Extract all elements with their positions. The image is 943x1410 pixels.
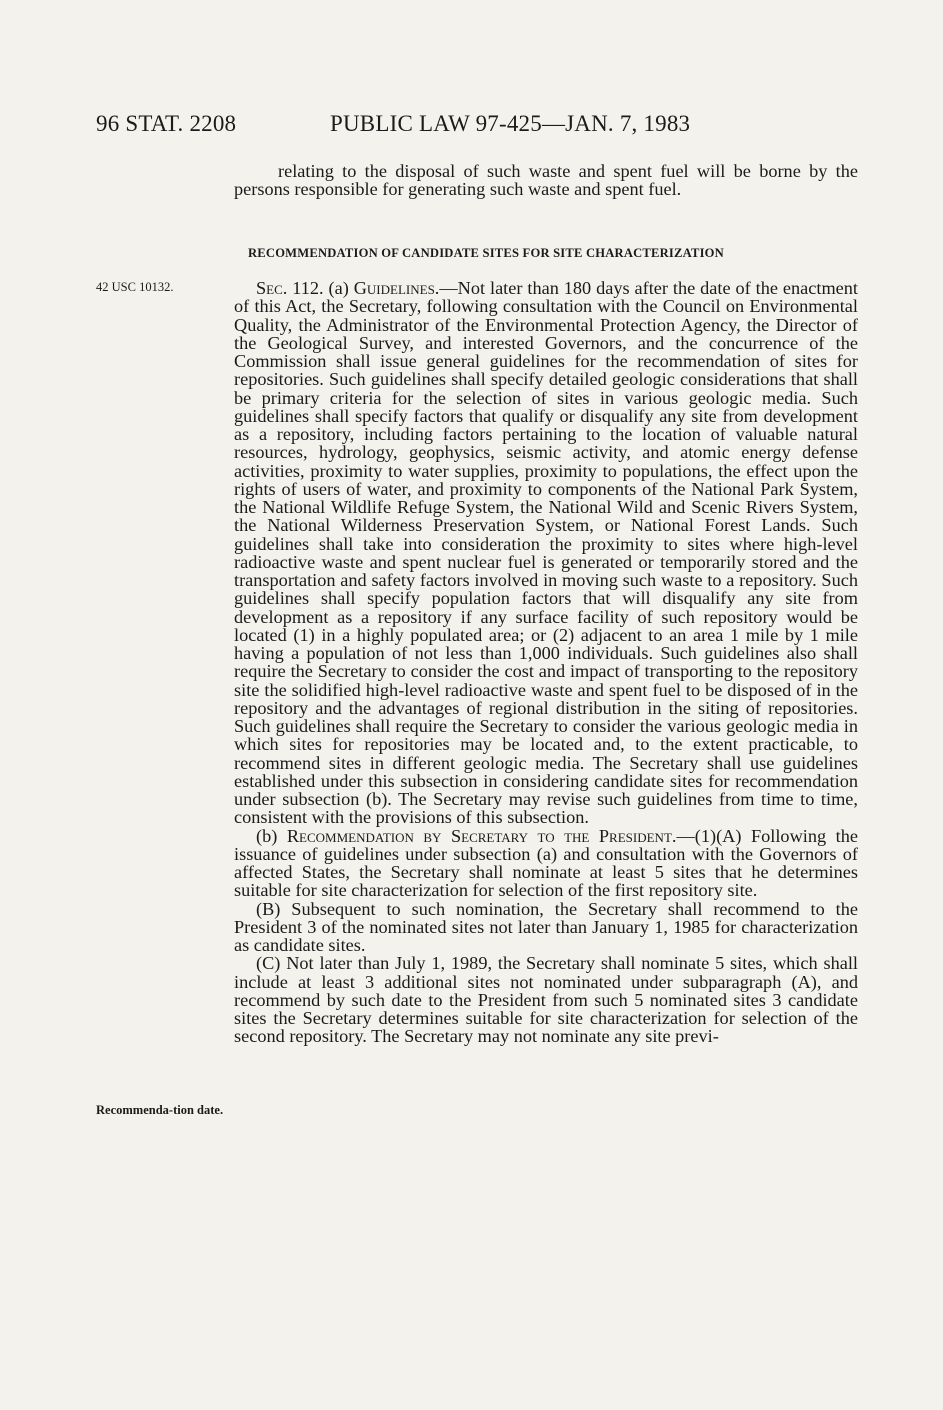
paragraph-b1a-text: Following the issuance of guidelines under subsection (a) and consultation with the Governors of affected States, the Secretary shall nominate at least 5 sites that he determines suitable for site characterization for selection of the first repository site. bbox=[234, 825, 858, 901]
section-body bbox=[234, 279, 858, 1046]
page-title: PUBLIC LAW 97-425—JAN. 7, 1983 bbox=[330, 111, 691, 136]
guidelines-caption: Guidelines. bbox=[353, 278, 440, 298]
section-number: 112. (a) bbox=[292, 278, 349, 298]
section-label: Sec. bbox=[256, 278, 288, 298]
subsection-b1a-label: —(1)(A) bbox=[676, 825, 742, 846]
paragraph-a-text: —Not later than 180 days after the date of the enactment of this Act, the Secretary, following consultation with the Council on Environmental Quality, the Administrator of the Environmental Protection Agency, the Director of the Geological Survey, and interested Governors, and the concurrence of the Commission shall issue general guidelines for the recommendation of sites for repositories. Such guidelines shall specify detailed geologic considerations that shall be primary criteria for the selection of sites in various geologic media. Such guidelines shall specify factors that qualify or disqualify any site from development as a repository, including factors pertaining to the location of valuable natural resources, hydrology, geophysics, seismic activity, and atomic energy defense activities, proximity to water supplies, proximity to populations, the effect upon the rights of users of water, and proximity to components of the National Park System, the National Wildlife Refuge System, the National Wild and Scenic Rivers System, the National Wilderness Preservation System, or National Forest Lands. Such guidelines shall take into consideration the proximity to sites where high-level radioactive waste and spent nuclear fuel is generated or temporarily stored and the transportation and safety factors involved in moving such waste to a repository. Such guidelines shall specify population factors that will disqualify any site from development as a repository if any surface facility of such repository would be located (1) in a highly populated area; or (2) adjacent to an area 1 mile by 1 mile having a population of not less than 1,000 individuals. Such guidelines also shall require the Secretary to consider the cost and impact of transporting to the repository site the solidified high-level radioactive waste and spent fuel to be disposed of in the repository and the advantages of regional distribution in the siting of repositories. Such guidelines shall require the Secretary to consider the various geologic media in which sites for repositories may be located and, to the extent practicable, to recommend sites in different geologic media. The Secretary shall use guidelines established under this subsection in considering candidate sites for recommendation under subsection (b). The Secretary may revise such guidelines from time to time, consistent with the provisions of this subsection. bbox=[234, 278, 858, 828]
continuation-paragraph: relating to the disposal of such waste and spent fuel will be borne by the persons responsible for generating such waste and spent fuel. bbox=[234, 161, 858, 200]
section-heading: RECOMMENDATION OF CANDIDATE SITES FOR SITE CHARACTERIZATION bbox=[248, 246, 724, 260]
paragraph-b1b: (B) Subsequent to such nomination, the Secretary shall recommend to the President 3 of the nominated sites not later than January 1, 1985 for characterization as candidate sites. bbox=[234, 898, 858, 955]
paragraph-b1c: (C) Not later than July 1, 1989, the Secretary shall nominate 5 sites, which shall include at least 3 additional sites not nominated under subparagraph (A), and recommend by such date to the President from such 5 nominated sites 3 candidate sites the Secretary determines suitable for site characterization for selection of the second repository. The Secretary may not nominate any site previ- bbox=[234, 953, 858, 1047]
subsection-b-caption: Recommendation by Secretary to the President. bbox=[286, 825, 677, 846]
paragraph-a bbox=[234, 279, 858, 827]
paragraph-b1a bbox=[234, 827, 858, 900]
subsection-b-label: (b) bbox=[256, 825, 278, 846]
margin-note-usc: 42 USC 10132. bbox=[96, 280, 174, 294]
continuation-block bbox=[234, 162, 858, 199]
statute-page-number: 96 STAT. 2208 bbox=[96, 111, 237, 136]
margin-note-recommendation-date: Recommenda-tion date. bbox=[96, 1103, 224, 1117]
